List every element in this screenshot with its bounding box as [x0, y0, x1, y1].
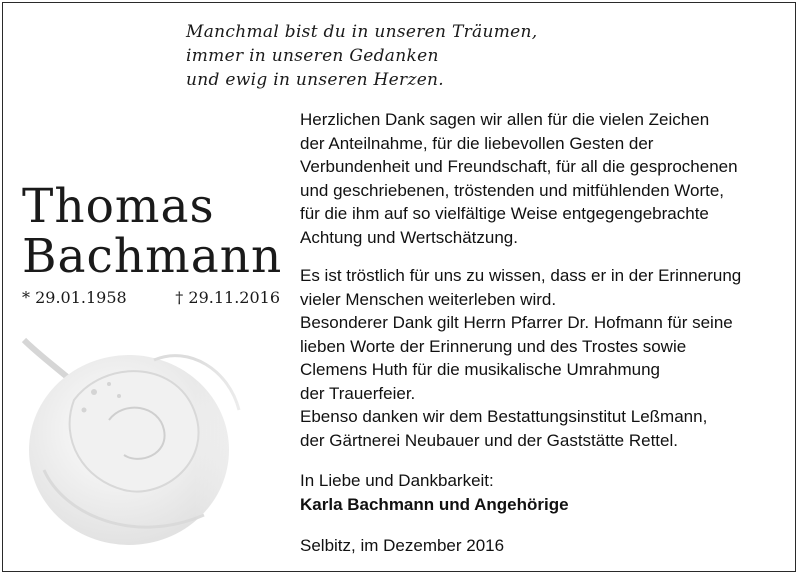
text-line: der Anteilnahme, für die liebevollen Gesten der: [300, 133, 654, 153]
text-line: Besonderer Dank gilt Herrn Pfarrer Dr. Hofmann für seine: [300, 313, 733, 332]
poem-line: und ewig in unseren Herzen.: [186, 70, 445, 90]
closing-block: [300, 469, 778, 516]
place-date-line: Selbitz, im Dezember 2016: [300, 536, 505, 555]
text-line: der Gärtnerei Neubauer und der Gaststätte Rettel.: [300, 430, 678, 450]
text-line: Verbundenheit und Freundschaft, für all die gesprochenen: [300, 157, 738, 176]
poem-line: immer in unseren Gedanken: [186, 46, 439, 66]
text-line: lieben Worte der Erinnerung und des Trostes sowie: [300, 336, 687, 356]
text-line: der Trauerfeier.: [300, 383, 416, 403]
text-line: für die ihm auf so vielfältige Weise entgegengebrachte: [300, 204, 709, 223]
text-line: Achtung und Wertschätzung.: [300, 227, 518, 247]
deceased-name: [22, 179, 283, 284]
rose-image: [14, 300, 284, 570]
text-line: vieler Menschen weiterleben wird.: [300, 289, 557, 309]
acknowledgements-paragraph: [300, 264, 778, 452]
thanks-paragraph: [300, 108, 778, 249]
text-line: Herzlichen Dank sagen wir allen für die vielen Zeichen: [300, 110, 710, 129]
text-line: Es ist tröstlich für uns zu wissen, dass er in der Erinnerung: [300, 266, 742, 285]
poem-line: Manchmal bist du in unseren Träumen,: [186, 22, 538, 42]
birth-date: * 29.01.1958: [22, 288, 127, 307]
text-line: Ebenso danken wir dem Bestattungsinstitut Leßmann,: [300, 407, 708, 426]
closing-line: In Liebe und Dankbarkeit:: [300, 471, 494, 490]
first-name: Thomas: [22, 179, 215, 234]
last-name: Bachmann: [22, 229, 283, 284]
memorial-poem: [186, 20, 537, 92]
death-date: † 29.11.2016: [175, 288, 280, 307]
place-date: [300, 534, 778, 558]
text-line: Clemens Huth für die musikalische Umrahmung: [300, 360, 660, 379]
text-line: und geschriebenen, tröstenden und mitfühlenden Worte,: [300, 180, 725, 200]
signature: Karla Bachmann und Angehörige: [300, 494, 569, 514]
